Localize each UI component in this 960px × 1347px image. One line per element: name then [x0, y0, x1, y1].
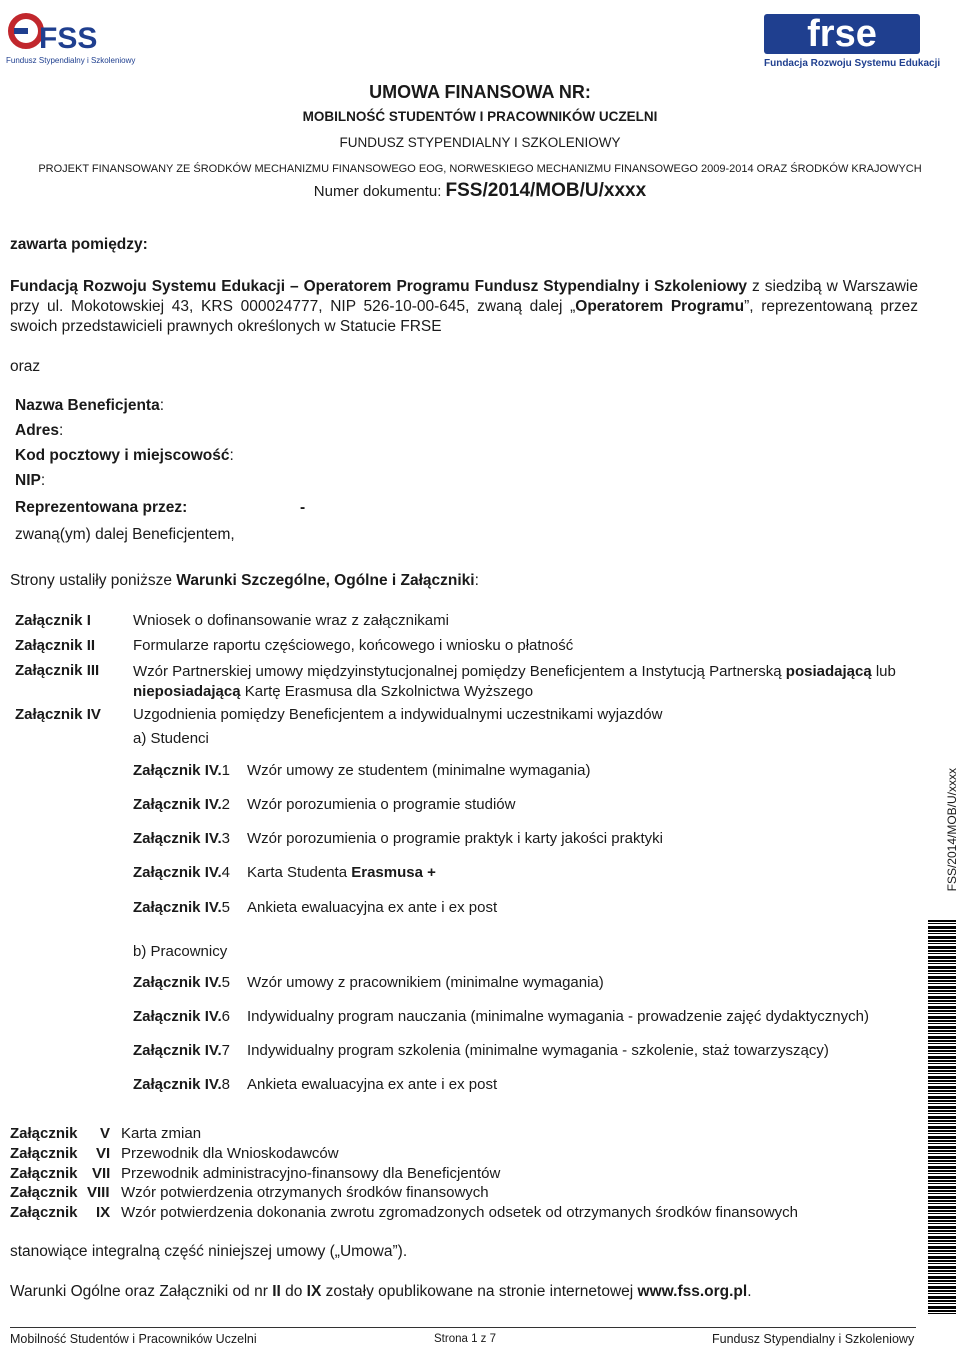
students-item-text: Wzór porozumienia o programie studiów: [247, 796, 516, 813]
students-item-label: Załącznik IV.3: [133, 830, 231, 847]
beneficiary-postal-field: Kod pocztowy i miejscowość:: [15, 447, 234, 464]
beneficiary-represented-label: Reprezentowana przez:: [15, 499, 188, 516]
operator-paragraph: [10, 277, 918, 337]
footer-divider: [10, 1327, 916, 1328]
students-item-text: Wzór umowy ze studentem (minimalne wymagania): [247, 762, 591, 779]
staff-item-label: Załącznik IV.6: [133, 1008, 231, 1025]
frse-logo-caption: Fundacja Rozwoju Systemu Edukacji: [764, 58, 941, 69]
publication-note: Warunki Ogólne oraz Załączniki od nr II do IX zostały opublikowane na stronie internetowej www.fss.org.pl.: [10, 1283, 752, 1300]
staff-item-text: Indywidualny program szkolenia (minimalne wymagania - szkolenie, staż towarzyszący): [247, 1042, 829, 1059]
frse-logo: [764, 14, 941, 70]
operator-name: Fundacją Rozwoju Systemu Edukacji – Operatorem Programu Fundusz Stypendialny i Szkoleniowy: [10, 278, 748, 295]
fss-logo: [6, 6, 136, 68]
attachment-label: Załącznik II: [15, 637, 96, 654]
attachment-label: Załącznik III: [15, 662, 100, 679]
staff-heading: b) Pracownicy: [133, 943, 228, 960]
other-attachment-text: Karta zmian: [121, 1125, 202, 1142]
other-attachment-label: Załącznik: [10, 1125, 78, 1142]
other-attachment-label: Załącznik: [10, 1145, 78, 1162]
document-number-label: Numer dokumentu:: [313, 183, 446, 200]
other-attachment-text: Przewodnik administracyjno-finansowy dla Beneficjentów: [121, 1165, 501, 1182]
students-item-label: Załącznik IV.2: [133, 796, 231, 813]
staff-item-text: Ankieta ewaluacyjna ex ante i ex post: [247, 1076, 498, 1093]
attachment-text: Wniosek o dofinansowanie wraz z załącznikami: [133, 612, 449, 629]
beneficiary-address-field: Adres:: [15, 422, 64, 439]
other-attachment-label: Załącznik: [10, 1165, 78, 1182]
other-attachment-number: V: [100, 1125, 111, 1142]
other-attachment-number: VIII: [87, 1184, 110, 1201]
staff-item-label: Załącznik IV.5: [133, 974, 231, 991]
fund-name: FUNDUSZ STYPENDIALNY I SZKOLENIOWY: [339, 135, 621, 150]
document-number-value: FSS/2014/MOB/U/xxxx: [445, 180, 647, 201]
footer-left: Mobilność Studentów i Pracowników Uczelni: [10, 1332, 257, 1346]
other-attachment-number: VII: [92, 1165, 111, 1182]
attachment-text: Wzór Partnerskiej umowy międzyinstytucjonalnej pomiędzy Beneficjentem a Instytucją Partnerską posiadającą lub nieposiadającą Kartę Erasmusa dla Szkolnictwa Wyższego: [133, 663, 896, 700]
other-attachment-text: Przewodnik dla Wnioskodawców: [121, 1145, 339, 1162]
students-item-text: Karta Studenta Erasmusa +: [247, 864, 436, 881]
other-attachment-text: Wzór potwierdzenia otrzymanych środków finansowych: [121, 1184, 489, 1201]
barcode: [928, 920, 956, 1315]
students-item-label: Załącznik IV.4: [133, 864, 231, 881]
staff-item-text: Indywidualny program nauczania (minimalne wymagania - prowadzenie zajęć dydaktycznych): [247, 1008, 869, 1025]
attachment-label: Załącznik IV: [15, 706, 101, 723]
website-link[interactable]: www.fss.org.pl: [637, 1283, 748, 1300]
staff-item-label: Załącznik IV.8: [133, 1076, 231, 1093]
footer-right: Fundusz Stypendialny i Szkoleniowy: [712, 1332, 915, 1346]
operator-representation: ”, reprezentowaną przez swoich przedstawicieli prawnych określonych w Statucie FRSE: [10, 298, 918, 335]
staff-item-label: Załącznik IV.7: [133, 1042, 231, 1059]
students-item-text: Ankieta ewaluacyjna ex ante i ex post: [247, 899, 498, 916]
attachment-text: Uzgodnienia pomiędzy Beneficjentem a indywidualnymi uczestnikami wyjazdów: [133, 706, 663, 723]
beneficiary-name-field: Nazwa Beneficjenta:: [15, 397, 165, 414]
operator-details: z siedzibą w Warszawie przy ul. Mokotowskiej 43, KRS 000024777, NIP 526-10-00-645, zwaną dalej „: [10, 278, 918, 315]
attachment-text: Formularze raportu częściowego, końcowego i wniosku o płatność: [133, 637, 574, 654]
other-attachment-text: Wzór potwierdzenia dokonania zwrotu zgromadzonych odsetek od otrzymanych środków finansowych: [121, 1204, 798, 1221]
operator-role: Operatorem Programu: [575, 298, 745, 315]
students-item-label: Załącznik IV.5: [133, 899, 231, 916]
integral-part-text: stanowiące integralną część niniejszej umowy („Umowa”).: [10, 1243, 408, 1260]
staff-item-text: Wzór umowy z pracownikiem (minimalne wymagania): [247, 974, 604, 991]
students-heading: a) Studenci: [133, 730, 209, 747]
beneficiary-called: zwaną(ym) dalej Beneficjentem,: [15, 526, 235, 543]
parties-line: Strony ustaliły poniższe Warunki Szczególne, Ogólne i Załączniki:: [10, 572, 479, 589]
students-item-text: Wzór porozumienia o programie praktyk i karty jakości praktyki: [247, 830, 663, 847]
students-item-label: Załącznik IV.1: [133, 762, 231, 779]
document-number: [0, 180, 960, 202]
other-attachment-label: Załącznik: [10, 1204, 78, 1221]
attachment-label: Załącznik I: [15, 612, 91, 629]
between-heading: zawarta pomiędzy:: [10, 236, 148, 253]
fss-logo-caption: Fundusz Stypendialny i Szkoleniowy: [6, 56, 136, 65]
other-attachment-number: IX: [96, 1204, 111, 1221]
beneficiary-nip-field: NIP:: [15, 472, 46, 489]
page-number: Strona 1 z 7: [434, 1333, 497, 1345]
contract-title: UMOWA FINANSOWA NR:: [369, 82, 591, 102]
side-document-code: FSS/2014/MOB/U/xxxx: [945, 768, 959, 892]
frse-logo-text: frse: [807, 14, 877, 55]
oraz-text: oraz: [10, 358, 41, 375]
fss-logo-text: FSS: [39, 22, 98, 55]
other-attachment-number: VI: [96, 1145, 111, 1162]
beneficiary-represented-value: -: [300, 499, 306, 516]
contract-subtitle: MOBILNOŚĆ STUDENTÓW I PRACOWNIKÓW UCZELNI: [302, 109, 658, 124]
project-line: PROJEKT FINANSOWANY ZE ŚRODKÓW MECHANIZMU FINANSOWEGO EOG, NORWESKIEGO MECHANIZMU FINANSOWEGO 2009-2014 ORAZ ŚRODKÓW KRAJOWYCH: [38, 163, 922, 175]
other-attachment-label: Załącznik: [10, 1184, 78, 1201]
